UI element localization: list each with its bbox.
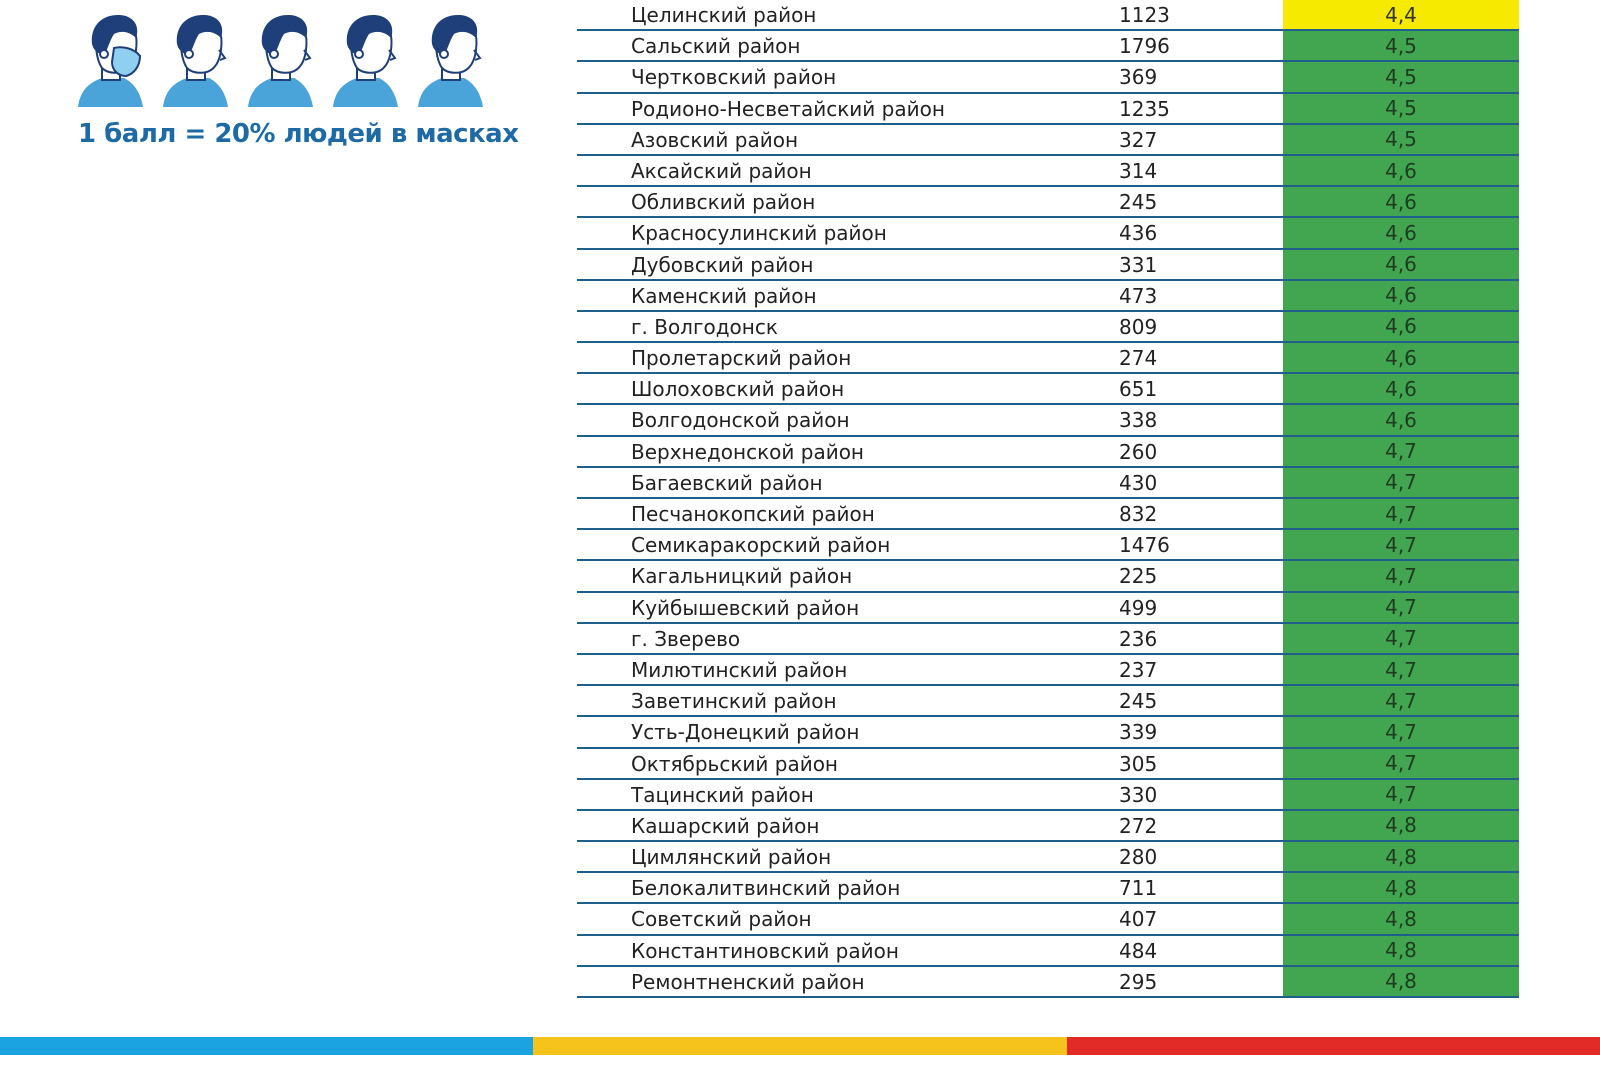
district-name: Пролетарский район	[631, 346, 852, 371]
table-row	[577, 561, 1519, 592]
footer-stripe-blue	[0, 1037, 533, 1055]
district-name: Тацинский район	[631, 782, 814, 807]
table-row	[577, 156, 1519, 187]
district-name: Советский район	[631, 907, 812, 932]
district-score: 4,5	[1283, 62, 1519, 91]
district-score: 4,6	[1283, 405, 1519, 434]
district-count: 338	[1119, 408, 1158, 433]
district-score: 4,5	[1283, 125, 1519, 154]
footer-stripe-red	[1067, 1037, 1600, 1055]
footer-color-stripes	[0, 1037, 1600, 1055]
table-row	[577, 717, 1519, 748]
district-score: 4,8	[1283, 936, 1519, 965]
district-name: Верхнедонской район	[631, 439, 865, 464]
table-row	[577, 437, 1519, 468]
district-score: 4,6	[1283, 156, 1519, 185]
district-score: 4,7	[1283, 437, 1519, 466]
district-score: 4,6	[1283, 343, 1519, 372]
table-row	[577, 780, 1519, 811]
district-name: Аксайский район	[631, 158, 812, 183]
district-score: 4,8	[1283, 842, 1519, 871]
table-row	[577, 593, 1519, 624]
district-name: Кашарский район	[631, 813, 820, 838]
district-name: Цимлянский район	[631, 845, 832, 870]
district-name: Сальский район	[631, 34, 801, 59]
district-count: 305	[1119, 751, 1158, 776]
district-name: Каменский район	[631, 283, 817, 308]
district-score: 4,7	[1283, 780, 1519, 809]
table-row	[577, 749, 1519, 780]
table-row	[577, 0, 1519, 31]
district-count: 499	[1119, 595, 1158, 620]
district-name: Константиновский район	[631, 938, 899, 963]
district-count: 407	[1119, 907, 1158, 932]
table-row	[577, 873, 1519, 904]
district-count: 1476	[1119, 533, 1170, 558]
district-name: Волгодонской район	[631, 408, 850, 433]
district-count: 260	[1119, 439, 1158, 464]
district-name: Заветинский район	[631, 689, 837, 714]
district-count: 330	[1119, 782, 1158, 807]
district-name: Чертковский район	[631, 65, 837, 90]
district-score: 4,8	[1283, 967, 1519, 996]
table-row	[577, 125, 1519, 156]
district-count: 809	[1119, 314, 1158, 339]
person-icon	[333, 12, 398, 107]
table-row	[577, 530, 1519, 561]
table-row	[577, 499, 1519, 530]
table-row	[577, 904, 1519, 935]
district-score: 4,7	[1283, 468, 1519, 497]
district-count: 272	[1119, 813, 1158, 838]
table-row	[577, 374, 1519, 405]
table-row	[577, 250, 1519, 281]
district-score: 4,7	[1283, 530, 1519, 559]
district-score: 4,7	[1283, 655, 1519, 684]
district-name: Ремонтненский район	[631, 969, 865, 994]
district-score: 4,6	[1283, 281, 1519, 310]
table-row	[577, 312, 1519, 343]
table-row	[577, 686, 1519, 717]
table-row	[577, 187, 1519, 218]
district-score: 4,6	[1283, 187, 1519, 216]
district-name: Куйбышевский район	[631, 595, 860, 620]
person-icon	[418, 12, 483, 107]
district-name: г. Зверево	[631, 626, 741, 651]
table-row	[577, 811, 1519, 842]
district-name: Октябрьский район	[631, 751, 839, 776]
district-name: Красносулинский район	[631, 221, 887, 246]
district-name: г. Волгодонск	[631, 314, 778, 339]
person-icon	[248, 12, 313, 107]
district-count: 225	[1119, 564, 1158, 589]
footer-stripe-yellow	[533, 1037, 1066, 1055]
district-count: 484	[1119, 938, 1158, 963]
district-count: 711	[1119, 876, 1158, 901]
district-count: 236	[1119, 626, 1158, 651]
district-score: 4,7	[1283, 593, 1519, 622]
district-count: 369	[1119, 65, 1158, 90]
face-icons-row	[78, 12, 508, 107]
district-count: 331	[1119, 252, 1158, 277]
mask-legend	[78, 12, 519, 149]
table-row	[577, 655, 1519, 686]
district-score: 4,7	[1283, 624, 1519, 653]
district-table	[577, 0, 1519, 998]
table-row	[577, 468, 1519, 499]
table-row	[577, 281, 1519, 312]
district-name: Песчанокопский район	[631, 502, 875, 526]
district-score: 4,5	[1283, 94, 1519, 123]
district-count: 430	[1119, 470, 1158, 495]
district-score: 4,7	[1283, 561, 1519, 590]
table-row	[577, 343, 1519, 374]
district-count: 327	[1119, 127, 1158, 152]
district-name: Милютинский район	[631, 657, 848, 682]
district-score: 4,6	[1283, 312, 1519, 341]
district-name: Белокалитвинский район	[631, 876, 901, 901]
district-score: 4,6	[1283, 374, 1519, 403]
district-score: 4,6	[1283, 218, 1519, 247]
district-score: 4,7	[1283, 499, 1519, 528]
district-count: 295	[1119, 969, 1158, 994]
legend-caption: 1 балл = 20% людей в масках	[78, 119, 519, 149]
table-row	[577, 842, 1519, 873]
district-score: 4,7	[1283, 749, 1519, 778]
person-icon	[163, 12, 228, 107]
district-score: 4,4	[1283, 0, 1519, 29]
district-count: 1235	[1119, 96, 1170, 121]
district-count: 651	[1119, 377, 1158, 402]
district-count: 274	[1119, 346, 1158, 371]
district-name: Дубовский район	[631, 252, 814, 277]
district-name: Кагальницкий район	[631, 564, 853, 589]
table-row	[577, 967, 1519, 998]
district-name: Семикаракорский район	[631, 533, 891, 558]
table-row	[577, 94, 1519, 125]
district-count: 1123	[1119, 3, 1170, 27]
district-score: 4,7	[1283, 686, 1519, 715]
district-score: 4,8	[1283, 904, 1519, 933]
district-count: 245	[1119, 689, 1158, 714]
district-count: 280	[1119, 845, 1158, 870]
district-score: 4,8	[1283, 811, 1519, 840]
district-name: Шолоховский район	[631, 377, 845, 402]
district-count: 245	[1119, 190, 1158, 215]
district-name: Целинский район	[631, 3, 817, 27]
district-count: 314	[1119, 158, 1158, 183]
district-count: 832	[1119, 502, 1158, 526]
district-name: Усть-Донецкий район	[631, 720, 860, 745]
district-score: 4,6	[1283, 250, 1519, 279]
table-row	[577, 936, 1519, 967]
person-with-mask-icon	[78, 12, 143, 107]
district-score: 4,5	[1283, 31, 1519, 60]
table-row	[577, 31, 1519, 62]
district-name: Багаевский район	[631, 470, 823, 495]
district-score: 4,7	[1283, 717, 1519, 746]
district-count: 473	[1119, 283, 1158, 308]
table-row	[577, 62, 1519, 93]
district-score: 4,8	[1283, 873, 1519, 902]
district-count: 436	[1119, 221, 1158, 246]
district-name: Обливский район	[631, 190, 816, 215]
table-row	[577, 405, 1519, 436]
district-count: 339	[1119, 720, 1158, 745]
district-name: Родионо-Несветайский район	[631, 96, 945, 121]
table-row	[577, 624, 1519, 655]
table-row	[577, 218, 1519, 249]
district-name: Азовский район	[631, 127, 799, 152]
district-count: 237	[1119, 657, 1158, 682]
district-count: 1796	[1119, 34, 1170, 59]
